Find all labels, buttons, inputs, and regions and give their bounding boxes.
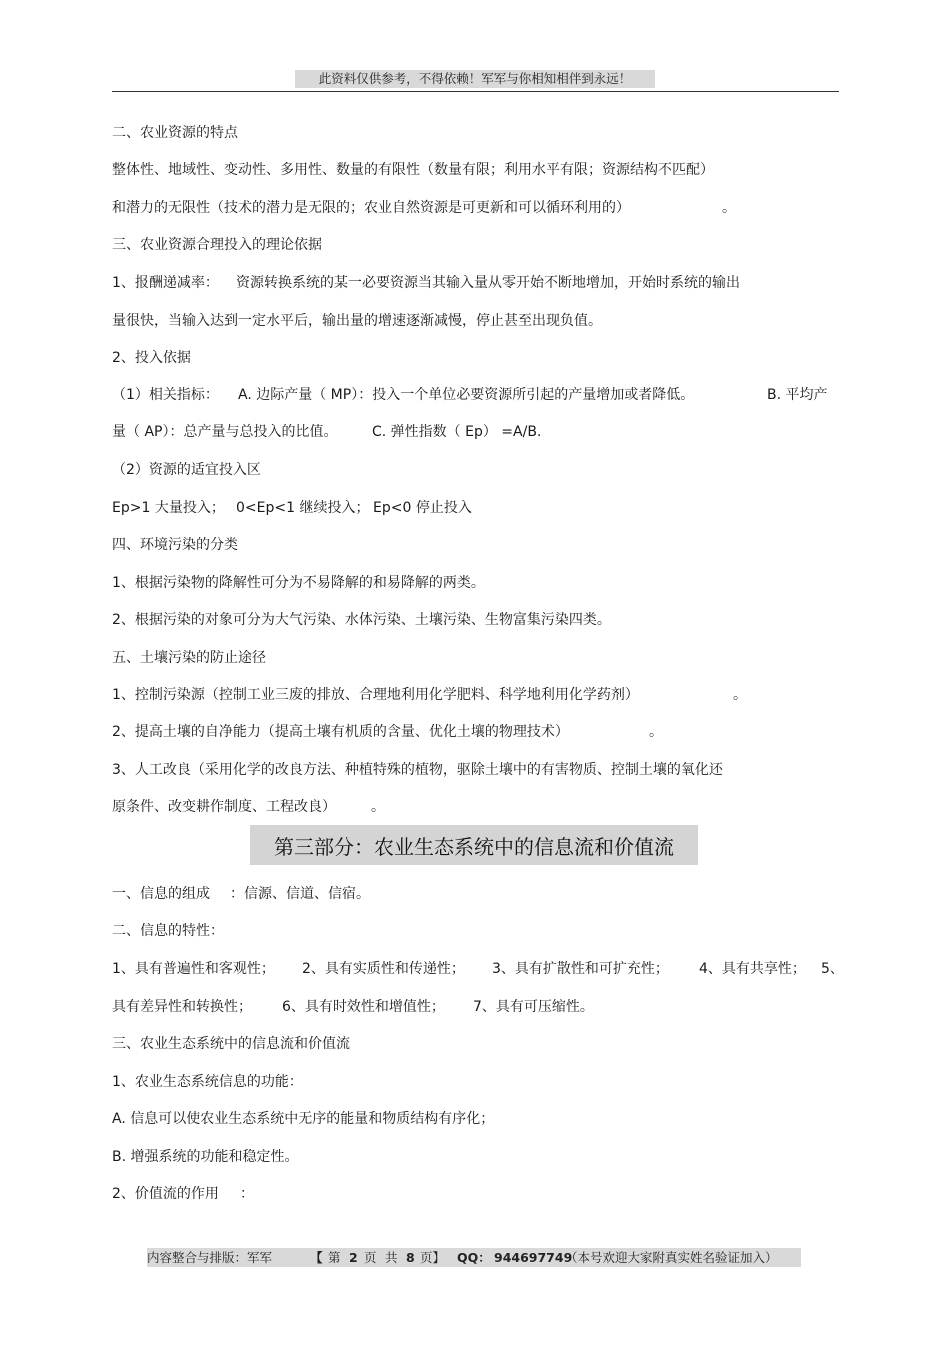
footer-qq-number: 944697749: [494, 1250, 573, 1265]
heading-info-properties: 二、信息的特性：: [112, 923, 224, 939]
heading-soil-prevention: 五、土壤污染的防止途径: [112, 650, 266, 666]
info-property-2: 2、具有实质性和传递性；: [302, 961, 465, 977]
footer-qq-label: QQ：: [457, 1250, 491, 1265]
info-property-3: 3、具有扩散性和可扩充性；: [492, 961, 669, 977]
heading-info-value-flow: 三、农业生态系统中的信息流和价值流: [112, 1036, 350, 1052]
features-line-2-end: 。: [722, 200, 736, 216]
footer-page-open: 【: [310, 1250, 323, 1265]
info-composition-text: ：信源、信道、信宿。: [230, 886, 370, 902]
law-line-1-label: 1、报酬递减率：: [112, 275, 219, 291]
soil-item-1: 1、控制污染源（控制工业三废的排放、合理地利用化学肥料、科学地利用化学药剂）: [112, 687, 639, 703]
footer-banner: [147, 1248, 801, 1267]
section-title-part3: 第三部分：农业生态系统中的信息流和价值流: [250, 825, 698, 865]
soil-item-3-line-1: 3、人工改良（采用化学的改良方法、种植特殊的植物，驱除土壤中的有害物质、控制土壤的氧化还: [112, 762, 723, 778]
footer-page-number: 2: [349, 1250, 358, 1265]
info-property-1: 1、具有普遍性和客观性；: [112, 961, 275, 977]
value-flow-role: 2、价值流的作用: [112, 1186, 219, 1202]
info-property-4: 4、具有共享性；: [699, 961, 806, 977]
info-property-5-text: 具有差异性和转换性；: [112, 999, 252, 1015]
indicator-line-1-label: （1）相关指标：: [112, 387, 219, 403]
footer-page-word-b: 页: [364, 1250, 377, 1265]
pollution-item-2: 2、根据污染的对象可分为大气污染、水体污染、土壤污染、生物富集污染四类。: [112, 612, 611, 628]
info-property-5-number: 5、: [821, 961, 844, 977]
heading-pollution-types: 四、环境污染的分类: [112, 537, 238, 553]
info-function-heading: 1、农业生态系统信息的功能：: [112, 1074, 303, 1090]
soil-item-3-end: 。: [371, 799, 385, 815]
info-function-b: B. 增强系统的功能和稳定性。: [112, 1149, 299, 1165]
indicator-average-product-start: B. 平均产: [767, 387, 828, 403]
law-line-1-text: 资源转换系统的某一必要资源当其输入量从零开始不断地增加，开始时系统的输出: [236, 275, 740, 291]
zone-large-input: Ep>1 大量投入；: [112, 500, 225, 516]
info-function-a: A. 信息可以使农业生态系统中无序的能量和物质结构有序化；: [112, 1111, 495, 1127]
soil-item-2-end: 。: [649, 724, 663, 740]
header-notice: 此资料仅供参考，不得依赖！军军与你相知相伴到永远！: [295, 70, 655, 88]
soil-item-2: 2、提高土壤的自净能力（提高土壤有机质的含量、优化土壤的物理技术）: [112, 724, 569, 740]
zone-stop-input: Ep<0 停止投入: [373, 500, 472, 516]
info-property-6: 6、具有时效性和增值性；: [282, 999, 445, 1015]
footer-page-word-d: 页】: [420, 1250, 446, 1265]
soil-item-3-line-2: 原条件、改变耕作制度、工程改良）: [112, 799, 336, 815]
features-line-1: 整体性、地域性、变动性、多用性、数量的有限性（数量有限；利用水平有限；资源结构不匹配）: [112, 162, 714, 178]
footer-qq-note: （本号欢迎大家附真实姓名验证加入）: [565, 1250, 778, 1265]
heading-resource-features: 二、农业资源的特点: [112, 125, 238, 141]
footer-page-word-a: 第: [328, 1250, 341, 1265]
soil-item-1-end: 。: [733, 687, 747, 703]
indicator-marginal-product: A. 边际产量（ MP）：投入一个单位必要资源所引起的产量增加或者降低。: [238, 387, 695, 403]
zone-continue-input: 0<Ep<1 继续投入；: [236, 500, 370, 516]
header-divider: [112, 91, 839, 92]
indicator-average-product-end: 量（ AP）：总产量与总投入的比值。: [112, 424, 338, 440]
indicator-elasticity: C. 弹性指数（ Ep） =A/B.: [372, 424, 542, 440]
info-property-7: 7、具有可压缩性。: [473, 999, 594, 1015]
pollution-item-1: 1、根据污染物的降解性可分为不易降解的和易降解的两类。: [112, 575, 485, 591]
input-basis: 2、投入依据: [112, 350, 191, 366]
features-line-2: 和潜力的无限性（技术的潜力是无限的；农业自然资源是可更新和可以循环利用的）: [112, 200, 630, 216]
input-zone: （2）资源的适宜投入区: [112, 462, 261, 478]
law-line-2: 量很快，当输入达到一定水平后，输出量的增速逐渐减慢，停止甚至出现负值。: [112, 313, 602, 329]
value-flow-role-colon: ：: [240, 1186, 254, 1202]
info-composition-label: 一、信息的组成: [112, 886, 210, 902]
heading-input-theory: 三、农业资源合理投入的理论依据: [112, 237, 322, 253]
footer-page-total: 8: [406, 1250, 415, 1265]
footer-credit: 内容整合与排版：军军: [147, 1250, 273, 1265]
footer-page-word-c: 共: [385, 1250, 398, 1265]
